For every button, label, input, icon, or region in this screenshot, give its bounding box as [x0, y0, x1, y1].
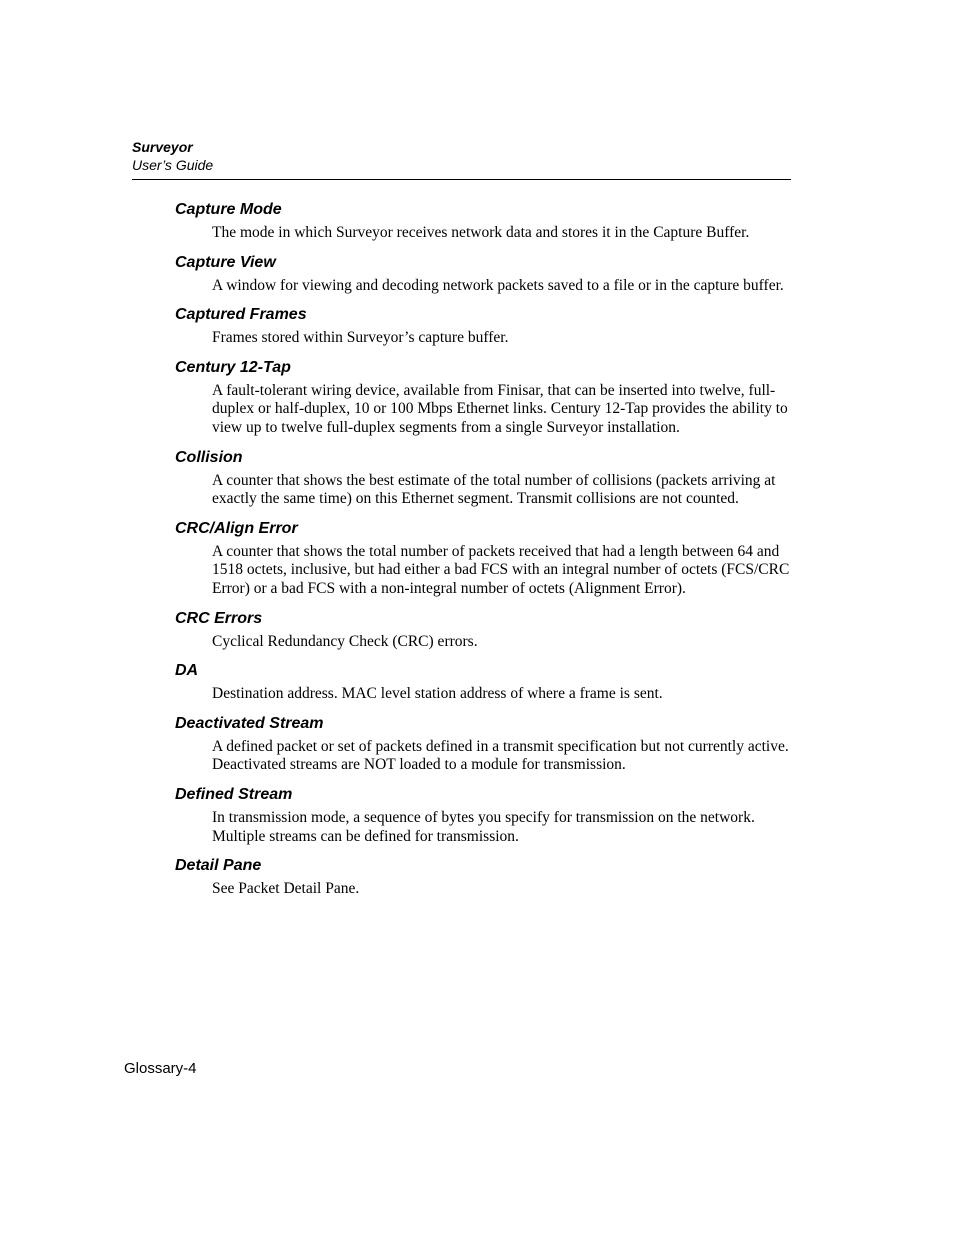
glossary-definition: See Packet Detail Pane.	[212, 880, 360, 898]
glossary-term: Captured Frames	[175, 306, 307, 324]
glossary-term: Deactivated Stream	[175, 714, 324, 732]
glossary-entry	[175, 856, 790, 899]
page-header	[132, 139, 791, 180]
glossary-definition: In transmission mode, a sequence of bytes you specify for transmission on the network. Multiple streams can be defined for transmission.	[212, 808, 755, 845]
glossary-term: DA	[175, 662, 199, 680]
glossary-definition: The mode in which Surveyor receives network data and stores it in the Capture Buffer.	[212, 224, 750, 241]
glossary-entry	[175, 714, 790, 775]
glossary-definition: Frames stored within Surveyor’s capture buffer.	[212, 329, 509, 347]
glossary-entry	[175, 358, 790, 438]
glossary-entry	[175, 785, 790, 846]
glossary-entry	[175, 305, 790, 348]
glossary-entry	[175, 448, 790, 509]
glossary-definition: A fault-tolerant wiring device, available from Finisar, that can be inserted into twelve, full-duplex or half-duplex, 10 or 100 Mbps Ethernet links. Century 12-Tap provides the ability to view up to twelve full-duplex segments from a single Surveyor installation.	[212, 381, 788, 436]
glossary-entry	[175, 661, 790, 704]
glossary-term: Detail Pane	[175, 857, 262, 875]
glossary-term: Century 12-Tap	[175, 358, 291, 376]
glossary-term: Collision	[175, 448, 243, 466]
glossary-term: CRC Errors	[175, 609, 263, 627]
glossary-entry	[175, 519, 790, 599]
glossary-entry	[175, 253, 790, 296]
glossary-term: Defined Stream	[175, 785, 293, 803]
glossary-definition: A counter that shows the best estimate of the total number of collisions (packets arriving at exactly the same time) on this Ethernet segment. Transmit collisions are not counted.	[212, 471, 776, 508]
page-number: Glossary-4	[124, 1060, 197, 1077]
glossary-definition: A window for viewing and decoding network packets saved to a file or in the capture buffer.	[212, 276, 784, 294]
glossary-entry	[175, 609, 790, 652]
glossary-entry	[175, 200, 790, 243]
glossary-list	[175, 200, 790, 909]
glossary-term: Capture Mode	[175, 201, 282, 218]
glossary-definition: Cyclical Redundancy Check (CRC) errors.	[212, 632, 478, 650]
glossary-definition: Destination address. MAC level station address of where a frame is sent.	[212, 685, 663, 703]
document-title: Surveyor	[132, 139, 193, 155]
glossary-definition: A defined packet or set of packets defined in a transmit specification but not currently active. Deactivated streams are NOT loaded to a module for transmission.	[212, 737, 789, 774]
document-subtitle: User’s Guide	[132, 157, 214, 173]
glossary-term: CRC/Align Error	[175, 519, 298, 537]
glossary-term: Capture View	[175, 253, 276, 271]
glossary-definition: A counter that shows the total number of packets received that had a length between 64 and 1518 octets, inclusive, but had either a bad FCS with an integral number of octets (FCS/CRC Error) or a bad FCS with a non-integral number of octets (Alignment Error).	[212, 542, 790, 597]
